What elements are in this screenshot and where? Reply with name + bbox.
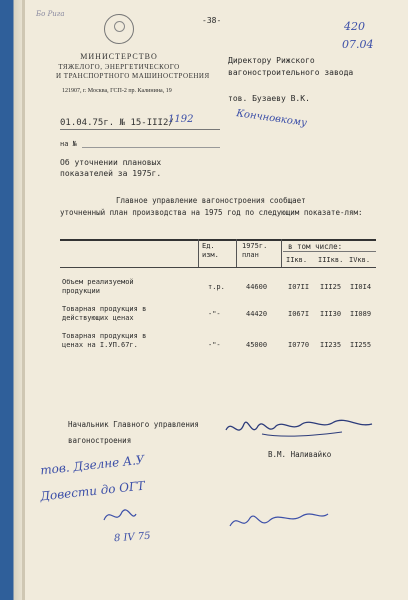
resolution-scribble <box>100 500 140 530</box>
table-col-divider <box>236 239 237 267</box>
row-unit: -"- <box>208 310 221 318</box>
outgoing-number-handwritten: 1192 <box>168 114 194 125</box>
row-q2: I07II <box>288 283 310 291</box>
subject-line1: Об уточнении плановых <box>60 158 162 167</box>
addressee-person: тов. Бузаеву В.К. <box>228 94 310 103</box>
col-header-plan: 1975г. план <box>242 242 268 259</box>
row-q4: II0I4 <box>350 283 372 291</box>
col-header-q2: IIкв. <box>286 256 308 264</box>
handwritten-note-line1: тов. Дзелне А.У <box>39 452 146 478</box>
col-header-including: в том числе: <box>288 242 343 251</box>
table-header-rule <box>60 267 376 268</box>
top-left-note: Бо Рига <box>36 10 65 18</box>
handwritten-note-line2: Довести до ОГТ <box>39 478 146 504</box>
row-q4: II089 <box>350 310 372 318</box>
ministry-title: МИНИСТЕРСТВО <box>80 52 158 61</box>
outgoing-date-number: 01.04.75г. № 15-III2/ <box>60 118 174 128</box>
ministry-line1: ТЯЖЕЛОГО, ЭНЕРГЕТИЧЕСКОГО <box>58 63 180 71</box>
col-header-unit: Ед. изм. <box>202 242 219 259</box>
row-q3: III25 <box>320 283 342 291</box>
table-top-rule <box>60 239 376 241</box>
body-line1: Главное управление вагоностроения сообщает <box>116 196 306 205</box>
binding-strip <box>0 0 22 600</box>
number-underline <box>60 129 220 130</box>
signature-image <box>222 412 382 444</box>
incoming-number: 420 <box>344 20 365 33</box>
row-label: Товарная продукция в ценах на I.УП.67г. <box>62 332 147 349</box>
body-line2: уточненный план производства на 1975 год по следующим показате-лям: <box>60 208 363 217</box>
col-header-q4: IVкв. <box>349 256 371 264</box>
page-number: -38- <box>202 16 222 25</box>
incoming-date: 07.04 <box>342 38 374 51</box>
row-q2: I067I <box>288 310 310 318</box>
row-q2: I0770 <box>288 341 310 349</box>
row-plan: 44600 <box>246 283 268 291</box>
row-plan: 45000 <box>246 341 268 349</box>
addressee-line1: Директору Рижского <box>228 56 315 65</box>
resolution-note: Кончновкому <box>235 108 308 129</box>
reference-label: на № <box>60 140 77 148</box>
table-col-divider <box>198 239 199 267</box>
subject-line2: показателей за 1975г. <box>60 169 162 178</box>
row-unit: т.р. <box>208 283 225 291</box>
row-label: Товарная продукция в действующих ценах <box>62 305 147 322</box>
ministry-address: 121907, г. Москва, ГСП-2 пр. Калинина, 19 <box>62 88 172 94</box>
page-fold <box>22 0 25 600</box>
table-col-divider <box>281 239 282 267</box>
row-q3: III30 <box>320 310 342 318</box>
row-unit: -"- <box>208 341 221 349</box>
row-q3: II235 <box>320 341 342 349</box>
state-emblem <box>104 14 134 44</box>
initials-signature <box>224 502 334 536</box>
ministry-line2: И ТРАНСПОРТНОГО МАШИНОСТРОЕНИЯ <box>56 72 210 80</box>
row-label: Объем реализуемой продукции <box>62 278 134 295</box>
row-q4: II255 <box>350 341 372 349</box>
addressee-line2: вагоностроительного завода <box>228 68 354 77</box>
col-header-q3: IIIкв. <box>318 256 344 264</box>
reference-underline <box>82 147 220 148</box>
row-plan: 44420 <box>246 310 268 318</box>
table-subheader-rule <box>283 251 376 252</box>
handwritten-date: 8 IV 75 <box>113 530 151 545</box>
signatory-title-line1: Начальник Главного управления <box>68 420 199 429</box>
signatory-title-line2: вагоностроения <box>68 436 132 445</box>
signatory-name: В.М. Наливайко <box>268 450 332 459</box>
